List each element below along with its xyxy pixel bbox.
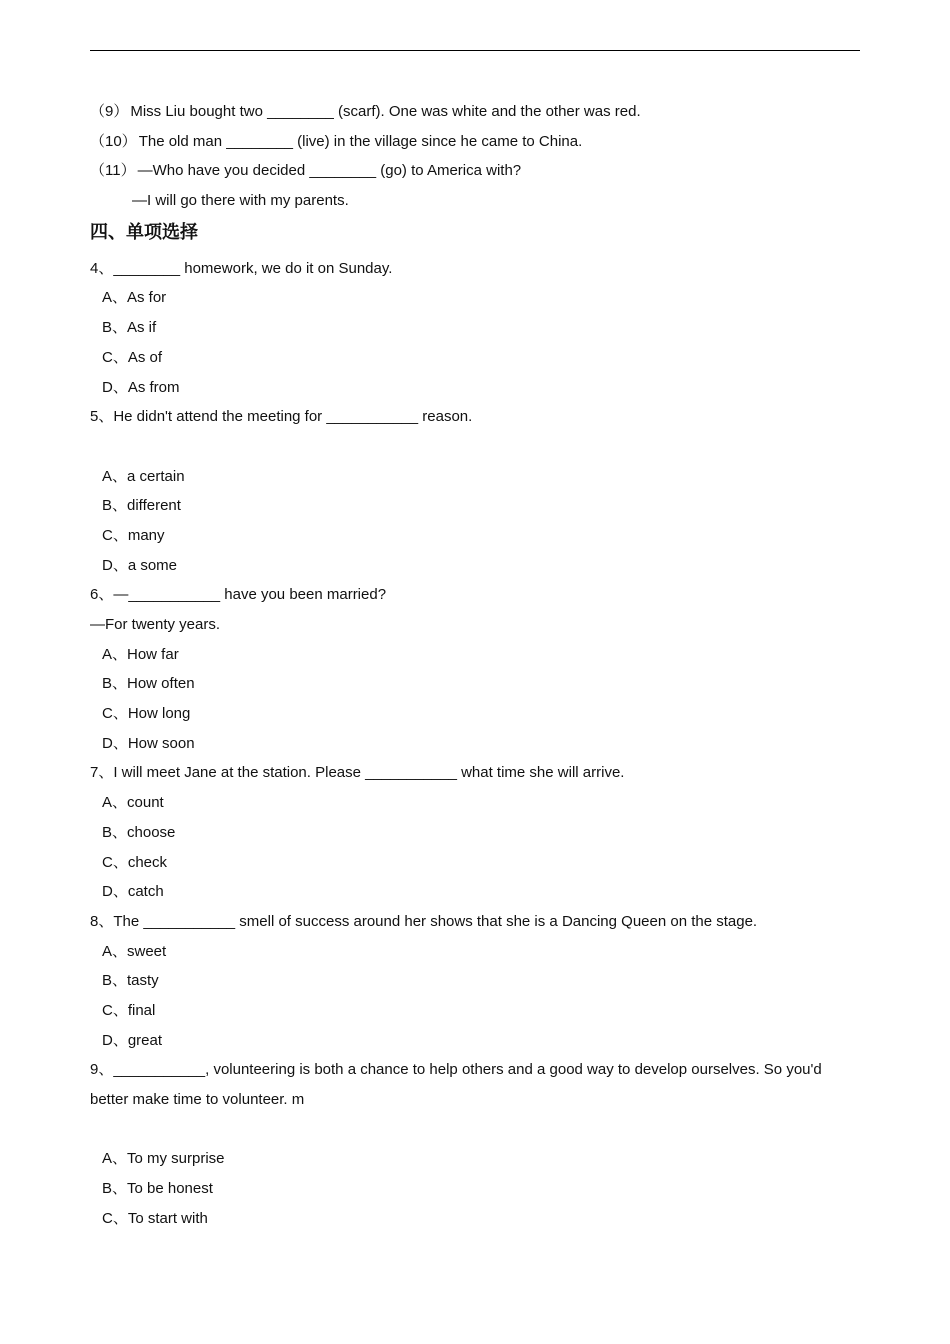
item-number: （9） bbox=[90, 103, 129, 120]
item-text: Miss Liu bought two ________ (scarf). One was white and the other was red. bbox=[130, 103, 641, 120]
option-d: D、As from bbox=[102, 378, 180, 396]
option-b: B、To be honest bbox=[102, 1180, 213, 1198]
option-b: B、How often bbox=[102, 675, 195, 693]
item-text: —Who have you decided ________ (go) to America with? bbox=[137, 162, 522, 180]
spacer bbox=[90, 432, 860, 462]
option-a: A、sweet bbox=[102, 942, 167, 960]
option-c: C、As of bbox=[102, 348, 163, 366]
item-number: （11） bbox=[90, 162, 136, 180]
question-stem-reply: —For twenty years. bbox=[90, 616, 221, 633]
question-stem: 8、The ___________ smell of success around her shows that she is a Dancing Queen on the stage. bbox=[90, 912, 758, 930]
worksheet-content bbox=[90, 97, 860, 1233]
option-b: B、As if bbox=[102, 319, 157, 337]
option-d: D、catch bbox=[102, 883, 164, 901]
option-a: A、a certain bbox=[102, 467, 185, 485]
header-rule bbox=[90, 50, 860, 51]
dialogue-answer: —I will go there with my parents. bbox=[132, 192, 349, 210]
option-a: A、As for bbox=[102, 289, 167, 307]
option-b: B、different bbox=[102, 497, 181, 515]
item-number: （10） bbox=[90, 132, 137, 150]
option-c: C、check bbox=[102, 853, 168, 871]
option-b: B、choose bbox=[102, 823, 176, 841]
option-a: A、To my surprise bbox=[102, 1150, 225, 1168]
option-d: D、a some bbox=[102, 556, 178, 574]
section-title: 四、单项选择 bbox=[90, 221, 198, 243]
question-stem: 6、—___________ have you been married? bbox=[90, 586, 387, 604]
option-d: D、great bbox=[102, 1031, 163, 1049]
option-c: C、To start with bbox=[102, 1209, 208, 1227]
fill-blank-item bbox=[90, 97, 860, 127]
option-a: A、count bbox=[102, 794, 164, 812]
spacer bbox=[90, 1115, 860, 1145]
option-b: B、tasty bbox=[102, 972, 159, 990]
option-c: C、How long bbox=[102, 705, 191, 723]
option-c: C、many bbox=[102, 526, 165, 544]
question-stem: 9、___________, volunteering is both a chance to help others and a good way to develop ourselves. So you'd better make time to volunteer. m bbox=[90, 1061, 822, 1109]
fill-blank-item bbox=[90, 127, 860, 157]
question-stem: 5、He didn't attend the meeting for ___________ reason. bbox=[90, 408, 473, 426]
fill-blank-item bbox=[90, 156, 860, 186]
question-stem: 7、I will meet Jane at the station. Please ___________ what time she will arrive. bbox=[90, 764, 625, 782]
item-text: The old man ________ (live) in the village since he came to China. bbox=[138, 132, 583, 150]
option-d: D、How soon bbox=[102, 734, 195, 752]
option-a: A、How far bbox=[102, 645, 179, 663]
option-c: C、final bbox=[102, 1001, 156, 1019]
question-stem: 4、________ homework, we do it on Sunday. bbox=[90, 259, 393, 277]
